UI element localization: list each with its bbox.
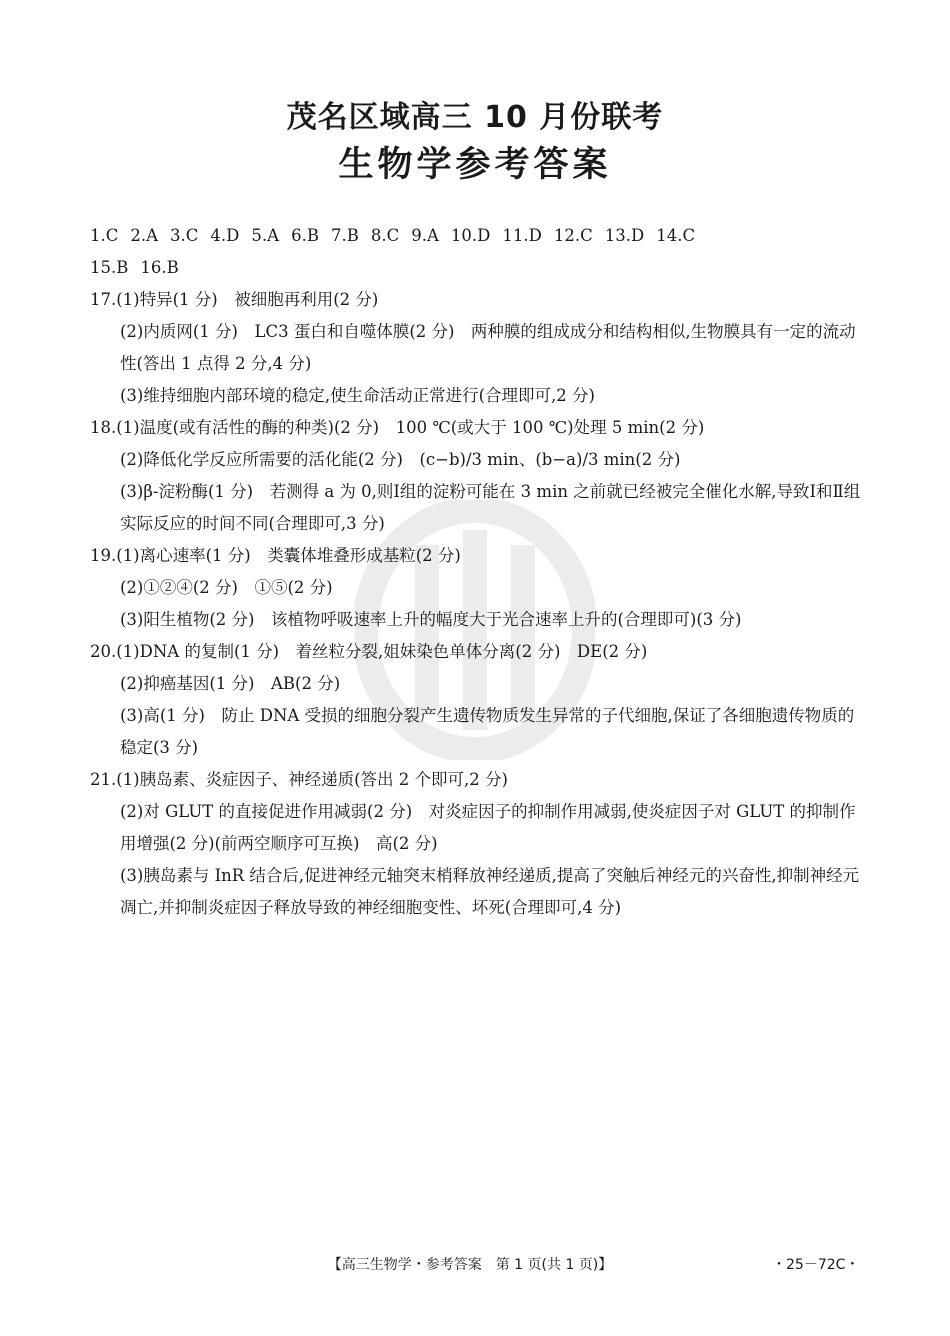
page-subtitle: 生物学参考答案 <box>338 145 612 185</box>
question-18 <box>90 412 865 540</box>
mc-answer: 13.D <box>604 226 645 245</box>
question-19 <box>90 540 865 636</box>
q20-part3: (3)高(1 分) 防止 DNA 受损的细胞分裂产生遗传物质发生异常的子代细胞,保证了各细胞遗传物质的稳定(3 分) <box>120 706 855 757</box>
question-21 <box>90 764 865 924</box>
mc-answer: 1.C <box>90 226 119 245</box>
q18-part2: (2)降低化学反应所需要的活化能(2 分) (c−b)/3 min、(b−a)/3 min(2 分) <box>120 450 681 469</box>
mc-answer: 5.A <box>251 226 280 245</box>
answer-content <box>90 220 865 924</box>
q17-part3: (3)维持细胞内部环境的稳定,使生命活动正常进行(合理即可,2 分) <box>120 386 595 405</box>
question-17 <box>90 284 865 412</box>
q21-part2: (2)对 GLUT 的直接促进作用减弱(2 分) 对炎症因子的抑制作用减弱,使炎症因子对 GLUT 的抑制作用增强(2 分)(前两空顺序可互换) 高(2 分) <box>120 802 856 853</box>
q18-part3: (3)β-淀粉酶(1 分) 若测得 a 为 0,则Ⅰ组的淀粉可能在 3 min 之前就已经被完全催化水解,导致Ⅰ和Ⅱ组实际反应的时间不同(合理即可,3 分) <box>120 482 861 533</box>
q17-part1: 17.(1)特异(1 分) 被细胞再利用(2 分) <box>90 290 379 309</box>
q20-part1: 20.(1)DNA 的复制(1 分) 着丝粒分裂,姐妹染色单体分离(2 分) DE(2 分) <box>90 642 648 661</box>
footer-page-info: 【高三生物学・参考答案 第 1 页(共 1 页)】 <box>327 1257 613 1273</box>
footer-code: ・25－72C・ <box>772 1257 860 1273</box>
mc-answers-row-2 <box>90 252 865 284</box>
mc-answer: 12.C <box>553 226 593 245</box>
q19-part2: (2)①②④(2 分) ①⑤(2 分) <box>120 578 333 597</box>
q18-part1: 18.(1)温度(或有活性的酶的种类)(2 分) 100 ℃(或大于 100 ℃)处理 5 min(2 分) <box>90 418 705 437</box>
mc-answer: 14.C <box>656 226 696 245</box>
mc-answer: 11.D <box>502 226 542 245</box>
mc-answer: 2.A <box>130 226 159 245</box>
question-20 <box>90 636 865 764</box>
q19-part3: (3)阳生植物(2 分) 该植物呼吸速率上升的幅度大于光合速率上升的(合理即可)(3 分) <box>120 610 742 629</box>
q19-part1: 19.(1)离心速率(1 分) 类囊体堆叠形成基粒(2 分) <box>90 546 461 565</box>
page-title: 茂名区域高三 10 月份联考 <box>286 100 664 135</box>
mc-answer: 8.C <box>370 226 400 245</box>
mc-answer: 7.B <box>330 226 359 245</box>
mc-answer: 3.C <box>170 226 199 245</box>
mc-answer: 4.D <box>210 226 240 245</box>
mc-answer: 10.D <box>450 226 491 245</box>
q21-part3: (3)胰岛素与 InR 结合后,促进神经元轴突末梢释放神经递质,提高了突触后神经元的兴奋性,抑制神经元凋亡,并抑制炎症因子释放导致的神经细胞变性、坏死(合理即可,4 分) <box>120 866 860 917</box>
mc-answer: 15.B <box>90 258 129 277</box>
mc-answer: 6.B <box>291 226 319 245</box>
q21-part1: 21.(1)胰岛素、炎症因子、神经递质(答出 2 个即可,2 分) <box>90 770 508 789</box>
q20-part2: (2)抑癌基因(1 分) AB(2 分) <box>120 674 341 693</box>
mc-answer: 9.A <box>411 226 439 245</box>
q17-part2: (2)内质网(1 分) LC3 蛋白和自噬体膜(2 分) 两种膜的组成成分和结构相似,生物膜具有一定的流动性(答出 1 点得 2 分,4 分) <box>120 322 856 373</box>
mc-answers-row-1 <box>90 220 865 252</box>
mc-answer: 16.B <box>140 258 179 277</box>
